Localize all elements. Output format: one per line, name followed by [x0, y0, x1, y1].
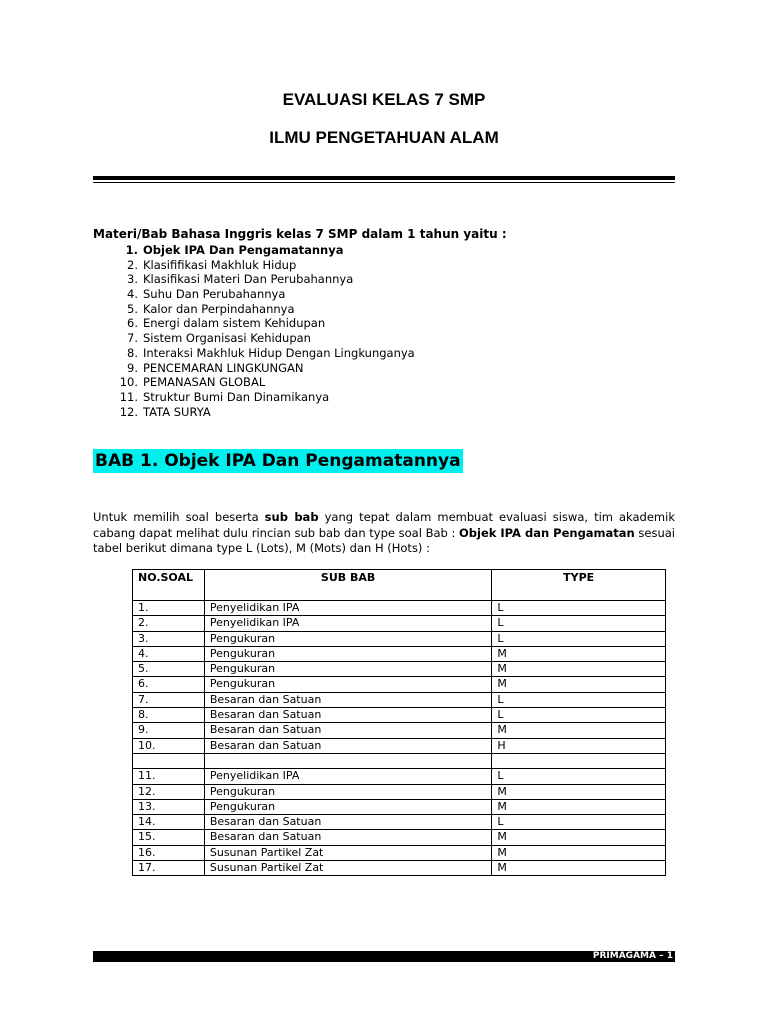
- header-rule-thin: [93, 182, 675, 183]
- cell-no-soal: 4.: [133, 646, 205, 661]
- cell-sub-bab: Susunan Partikel Zat: [204, 845, 491, 860]
- cell-no-soal: 12.: [133, 784, 205, 799]
- cell-type: M: [492, 845, 666, 860]
- header-type: TYPE: [492, 570, 666, 601]
- cell-type: M: [492, 799, 666, 814]
- footer-label: PRIMAGAMA – 1: [592, 951, 673, 961]
- table-row: [133, 708, 666, 723]
- cell-sub-bab: Pengukuran: [204, 646, 491, 661]
- list-item: 2. Klasififikasi Makhluk Hidup: [127, 257, 297, 272]
- header-no-soal: NO.SOAL: [133, 570, 205, 601]
- cell-sub-bab: Pengukuran: [204, 784, 491, 799]
- cell-type: L: [492, 601, 666, 616]
- cell-no-soal: 15.: [133, 830, 205, 845]
- list-item: 6. Energi dalam sistem Kehidupan: [127, 316, 326, 331]
- list-item: 8. Interaksi Makhluk Hidup Dengan Lingkunganya: [127, 345, 415, 360]
- cell-sub-bab: Penyelidikan IPA: [204, 601, 491, 616]
- table-row: [133, 861, 666, 876]
- table-row: [133, 799, 666, 814]
- cell-type: M: [492, 723, 666, 738]
- table-row: [133, 646, 666, 661]
- cell-type: M: [492, 677, 666, 692]
- materi-list: [93, 243, 415, 419]
- section-heading: BAB 1. Objek IPA Dan Pengamatannya: [95, 451, 461, 471]
- cell-sub-bab: Besaran dan Satuan: [204, 723, 491, 738]
- table-row: [133, 738, 666, 753]
- cell-no-soal: 7.: [133, 692, 205, 707]
- cell-type: M: [492, 861, 666, 876]
- table-row: [133, 830, 666, 845]
- cell-sub-bab: Besaran dan Satuan: [204, 738, 491, 753]
- table-header-row: [133, 570, 666, 601]
- cell-type: [492, 753, 666, 768]
- cell-sub-bab: Penyelidikan IPA: [204, 769, 491, 784]
- list-item: 11. Struktur Bumi Dan Dinamikanya: [119, 389, 330, 404]
- table-row: [133, 784, 666, 799]
- cell-no-soal: 10.: [133, 738, 205, 753]
- table-row: [133, 769, 666, 784]
- cell-no-soal: [133, 753, 205, 768]
- cell-type: M: [492, 662, 666, 677]
- table-row: [133, 692, 666, 707]
- soal-table: [132, 569, 666, 876]
- document-title: EVALUASI KELAS 7 SMP: [282, 90, 486, 109]
- cell-type: L: [492, 708, 666, 723]
- header-rule-thick: [93, 176, 675, 180]
- list-item: 9. PENCEMARAN LINGKUNGAN: [127, 360, 304, 375]
- cell-sub-bab: Pengukuran: [204, 677, 491, 692]
- cell-sub-bab: Susunan Partikel Zat: [204, 861, 491, 876]
- intro-text: Materi/Bab Bahasa Inggris kelas 7 SMP dalam 1 tahun yaitu :: [93, 227, 507, 241]
- cell-no-soal: 11.: [133, 769, 205, 784]
- table-row: [133, 723, 666, 738]
- cell-sub-bab: Besaran dan Satuan: [204, 692, 491, 707]
- footer-bar: [93, 951, 675, 962]
- cell-sub-bab: Pengukuran: [204, 799, 491, 814]
- cell-sub-bab: [204, 753, 491, 768]
- document-subtitle: ILMU PENGETAHUAN ALAM: [269, 128, 499, 147]
- cell-sub-bab: Pengukuran: [204, 662, 491, 677]
- cell-no-soal: 2.: [133, 616, 205, 631]
- table-row: [133, 631, 666, 646]
- cell-type: L: [492, 631, 666, 646]
- cell-type: M: [492, 830, 666, 845]
- cell-sub-bab: Pengukuran: [204, 631, 491, 646]
- table-row: [133, 815, 666, 830]
- description-paragraph: Untuk memilih soal beserta sub bab yang tepat dalam membuat evaluasi siswa, tim akademik cabang dapat melihat dulu rincian sub bab dan type soal Bab : Objek IPA dan Pengamatan sesuai tabel berikut dimana type L (Lots), M (Mots) dan H (Hots) :: [93, 510, 675, 555]
- cell-sub-bab: Besaran dan Satuan: [204, 830, 491, 845]
- cell-no-soal: 1.: [133, 601, 205, 616]
- table-row: [133, 616, 666, 631]
- cell-type: L: [492, 769, 666, 784]
- cell-type: H: [492, 738, 666, 753]
- table-row: [133, 845, 666, 860]
- cell-sub-bab: Besaran dan Satuan: [204, 708, 491, 723]
- cell-type: L: [492, 692, 666, 707]
- list-item: 12. TATA SURYA: [119, 404, 211, 419]
- cell-type: L: [492, 616, 666, 631]
- table-row: [133, 753, 666, 768]
- list-item: 1. Objek IPA Dan Pengamatannya: [125, 243, 344, 257]
- cell-no-soal: 13.: [133, 799, 205, 814]
- cell-no-soal: 16.: [133, 845, 205, 860]
- cell-sub-bab: Besaran dan Satuan: [204, 815, 491, 830]
- cell-type: M: [492, 646, 666, 661]
- list-item: 3. Klasifikasi Materi Dan Perubahannya: [127, 272, 354, 287]
- cell-no-soal: 8.: [133, 708, 205, 723]
- list-item: 5. Kalor dan Perpindahannya: [127, 301, 295, 316]
- table-row: [133, 662, 666, 677]
- table-row: [133, 677, 666, 692]
- cell-no-soal: 3.: [133, 631, 205, 646]
- cell-type: L: [492, 815, 666, 830]
- cell-sub-bab: Penyelidikan IPA: [204, 616, 491, 631]
- cell-type: M: [492, 784, 666, 799]
- list-item: 10. PEMANASAN GLOBAL: [119, 375, 266, 390]
- cell-no-soal: 6.: [133, 677, 205, 692]
- list-item: 7. Sistem Organisasi Kehidupan: [127, 331, 311, 346]
- cell-no-soal: 5.: [133, 662, 205, 677]
- cell-no-soal: 17.: [133, 861, 205, 876]
- cell-no-soal: 14.: [133, 815, 205, 830]
- table-row: [133, 601, 666, 616]
- list-item: 4. Suhu Dan Perubahannya: [127, 287, 286, 302]
- cell-no-soal: 9.: [133, 723, 205, 738]
- header-sub-bab: SUB BAB: [204, 570, 491, 601]
